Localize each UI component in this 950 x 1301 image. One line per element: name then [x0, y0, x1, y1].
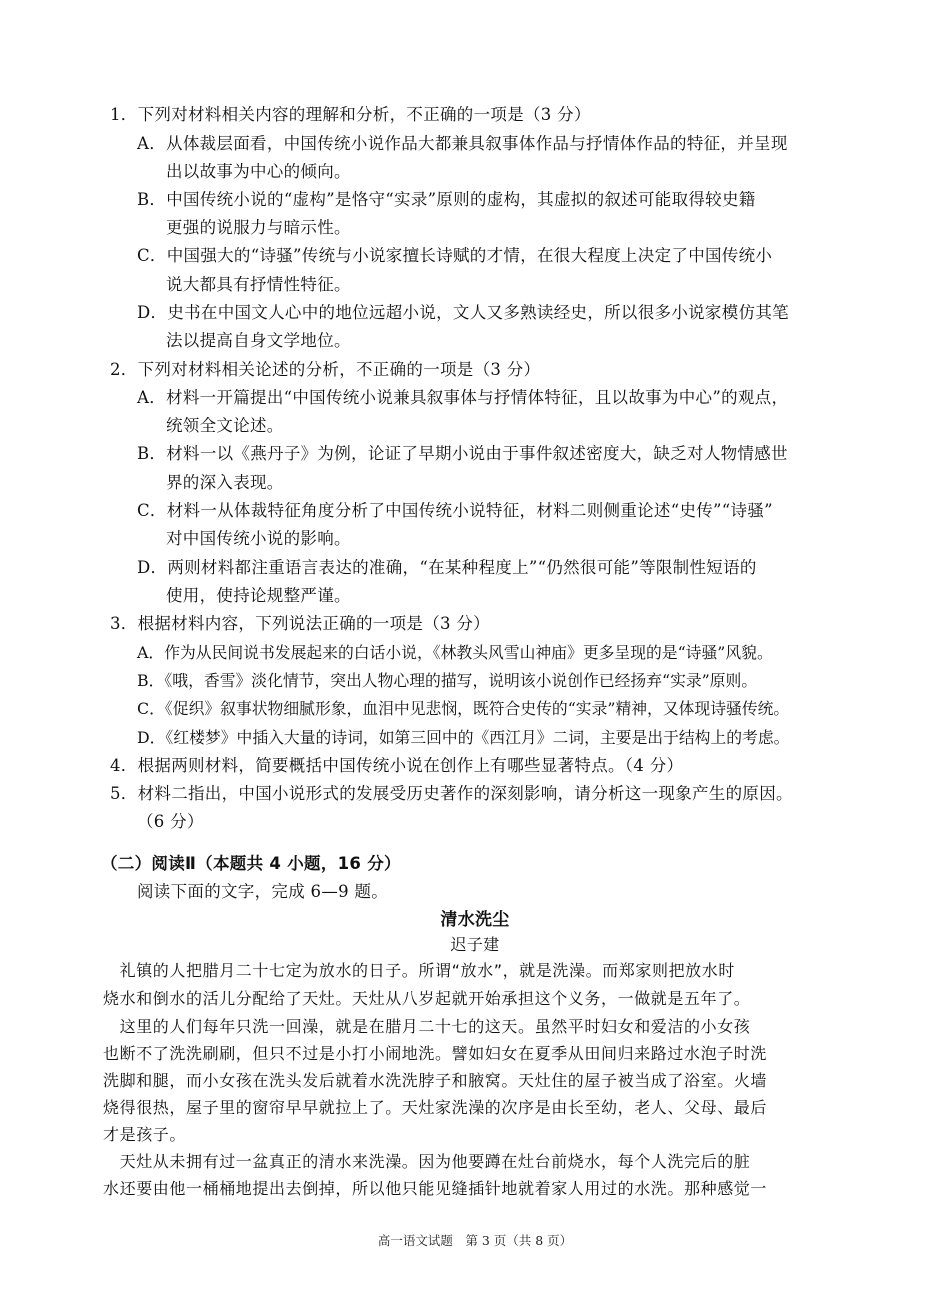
- question-1-option-a-cont: 出以故事为中心的倾向。: [166, 162, 351, 181]
- page-footer: 高一语文试题 第 3 页（共 8 页）: [377, 1233, 573, 1248]
- question-2-stem: 2．下列对材料相关论述的分析，不正确的一项是（3 分）: [110, 360, 541, 379]
- question-5-stem: 5．材料二指出，中国小说形式的发展受历史著作的深刻影响，请分析这一现象产生的原因。: [110, 784, 793, 803]
- question-2-option-a-cont: 统领全文论述。: [166, 416, 284, 435]
- question-2-option-d-cont: 使用，使持论规整严谨。: [166, 586, 351, 605]
- question-3-option-d: D．《红楼梦》中插入大量的诗词，如第三回中的《西江月》二词，主要是出于结构上的考虑。: [137, 728, 790, 747]
- question-2-option-a: A．材料一开篇提出“中国传统小说兼具叙事体与抒情体特征，且以故事为中心”的观点，: [137, 388, 789, 407]
- story-line: 才是孩子。: [103, 1125, 187, 1144]
- question-3-option-b: B．《哦，香雪》淡化情节，突出人物心理的描写，说明该小说创作已经扬弃“实录”原则。: [137, 671, 758, 690]
- question-1-option-a: A．从体裁层面看，中国传统小说作品大都兼具叙事体作品与抒情体作品的特征，并呈现: [137, 134, 788, 153]
- question-2-option-c: C．材料一从体裁特征角度分析了中国传统小说特征，材料二则侧重论述“史传”“诗骚”: [137, 501, 773, 520]
- story-line: 也断不了洗洗刷刷，但只不过是小打小闹地洗。譬如妇女在夏季从田间归来路过水泡子时洗: [103, 1044, 768, 1063]
- question-2-option-b-cont: 界的深入表现。: [166, 473, 284, 492]
- story-author: 迟子建: [450, 935, 500, 954]
- question-1-option-d-cont: 法以提高自身文学地位。: [166, 331, 351, 350]
- story-line: 烧得很热，屋子里的窗帘早早就拉上了。天灶家洗澡的次序是由长至幼，老人、父母、最后: [103, 1098, 768, 1117]
- question-1-option-b: B．中国传统小说的“虚构”是恪守“实录”原则的虚构，其虚拟的叙述可能取得较史籍: [137, 190, 756, 209]
- question-3-option-a: A．作为从民间说书发展起来的白话小说，《林教头风雪山神庙》更多呈现的是“诗骚”风貌。: [137, 643, 773, 662]
- story-title: 清水洗尘: [440, 910, 510, 930]
- story-line: 烧水和倒水的活儿分配给了天灶。天灶从八岁起就开始承担这个义务，一做就是五年了。: [103, 989, 751, 1008]
- question-4-stem: 4．根据两则材料，简要概括中国传统小说在创作上有哪些显著特点。（4 分）: [110, 756, 684, 775]
- question-2-option-b: B．材料一以《燕丹子》为例，论证了早期小说由于事件叙述密度大，缺乏对人物情感世: [137, 444, 788, 463]
- story-line: 水还要由他一桶桶地提出去倒掉，所以他只能见缝插针地就着家人用过的水洗。那种感觉一: [103, 1179, 768, 1198]
- section-heading: （二）阅读Ⅱ（本题共 4 小题，16 分）: [101, 854, 401, 873]
- story-line: 天灶从未拥有过一盆真正的清水来洗澡。因为他要蹲在灶台前烧水，每个人洗完后的脏: [103, 1152, 751, 1171]
- question-1-option-c-cont: 说大都具有抒情性特征。: [166, 275, 351, 294]
- question-2-option-d: D．两则材料都注重语言表达的准确，“在某种程度上”“仍然很可能”等限制性短语的: [137, 558, 757, 577]
- story-line: 洗脚和腿，而小女孩在洗头发后就着水洗洗脖子和腋窝。天灶住的屋子被当成了浴室。火墙: [103, 1071, 768, 1090]
- question-2-option-c-cont: 对中国传统小说的影响。: [166, 529, 351, 548]
- story-line: 这里的人们每年只洗一回澡，就是在腊月二十七的这天。虽然平时妇女和爱洁的小女孩: [103, 1017, 751, 1036]
- question-1-option-c: C．中国强大的“诗骚”传统与小说家擅长诗赋的才情，在很大程度上决定了中国传统小: [137, 246, 773, 265]
- question-1-option-b-cont: 更强的说服力与暗示性。: [166, 218, 351, 237]
- question-5-points: （6 分）: [137, 812, 204, 831]
- story-line: 礼镇的人把腊月二十七定为放水的日子。所谓“放水”，就是洗澡。而郑家则把放水时: [103, 961, 735, 980]
- question-1-option-d: D．史书在中国文人心中的地位远超小说，文人又多熟读经史，所以很多小说家模仿其笔: [137, 303, 789, 322]
- question-1-stem: 1．下列对材料相关内容的理解和分析，不正确的一项是（3 分）: [110, 105, 591, 124]
- question-3-stem: 3．根据材料内容，下列说法正确的一项是（3 分）: [110, 614, 490, 633]
- question-3-option-c: C．《促织》叙事状物细腻形象，血泪中见悲悯，既符合史传的“实录”精神，又体现诗骚传统。: [137, 699, 790, 718]
- section-instruction: 阅读下面的文字，完成 6—9 题。: [137, 882, 389, 901]
